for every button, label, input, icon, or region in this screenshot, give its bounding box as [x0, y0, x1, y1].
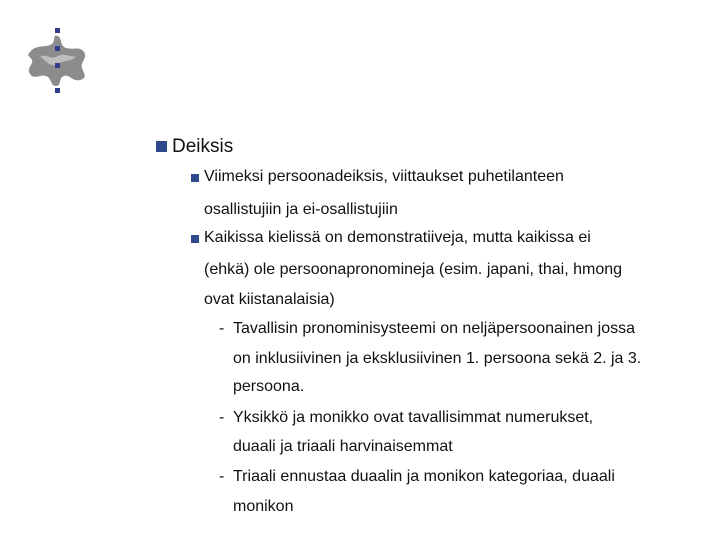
subpoint-3-line-2: monikon [233, 498, 294, 515]
point-2-line-1: Kaikissa kielissä on demonstratiiveja, mutta kaikissa ei [204, 229, 591, 246]
subpoint-1-line-2: on inklusiivinen ja eksklusiivinen 1. persoona sekä 2. ja 3. [233, 350, 642, 367]
subpoint-2-line-2: duaali ja triaali harvinaisemmat [233, 438, 453, 455]
heading-deiksis: Deiksis [172, 136, 234, 157]
dash-marker: - [219, 468, 225, 485]
bullet-square-icon [191, 235, 199, 243]
dash-marker: - [219, 409, 225, 426]
bullet-square-icon [156, 141, 167, 152]
point-1-line-1: Viimeksi persoonadeiksis, viittaukset puhetilanteen [204, 168, 564, 185]
subpoint-3-line-1: Triaali ennustaa duaalin ja monikon kategoriaa, duaali [233, 468, 615, 485]
point-2-line-2: (ehkä) ole persoonapronomineja (esim. japani, thai, hmong [204, 261, 623, 278]
point-1-line-2: osallistujiin ja ei-osallistujiin [204, 201, 398, 218]
dash-marker: - [219, 320, 225, 337]
bullet-square-icon [191, 174, 199, 182]
point-2-line-3: ovat kiistanalaisia) [204, 291, 335, 308]
subpoint-2-line-1: Yksikkö ja monikko ovat tavallisimmat numerukset, [233, 409, 594, 426]
subpoint-1-line-1: Tavallisin pronominisysteemi on neljäpersoonainen jossa [233, 320, 635, 337]
subpoint-1-line-3: persoona. [233, 378, 305, 395]
